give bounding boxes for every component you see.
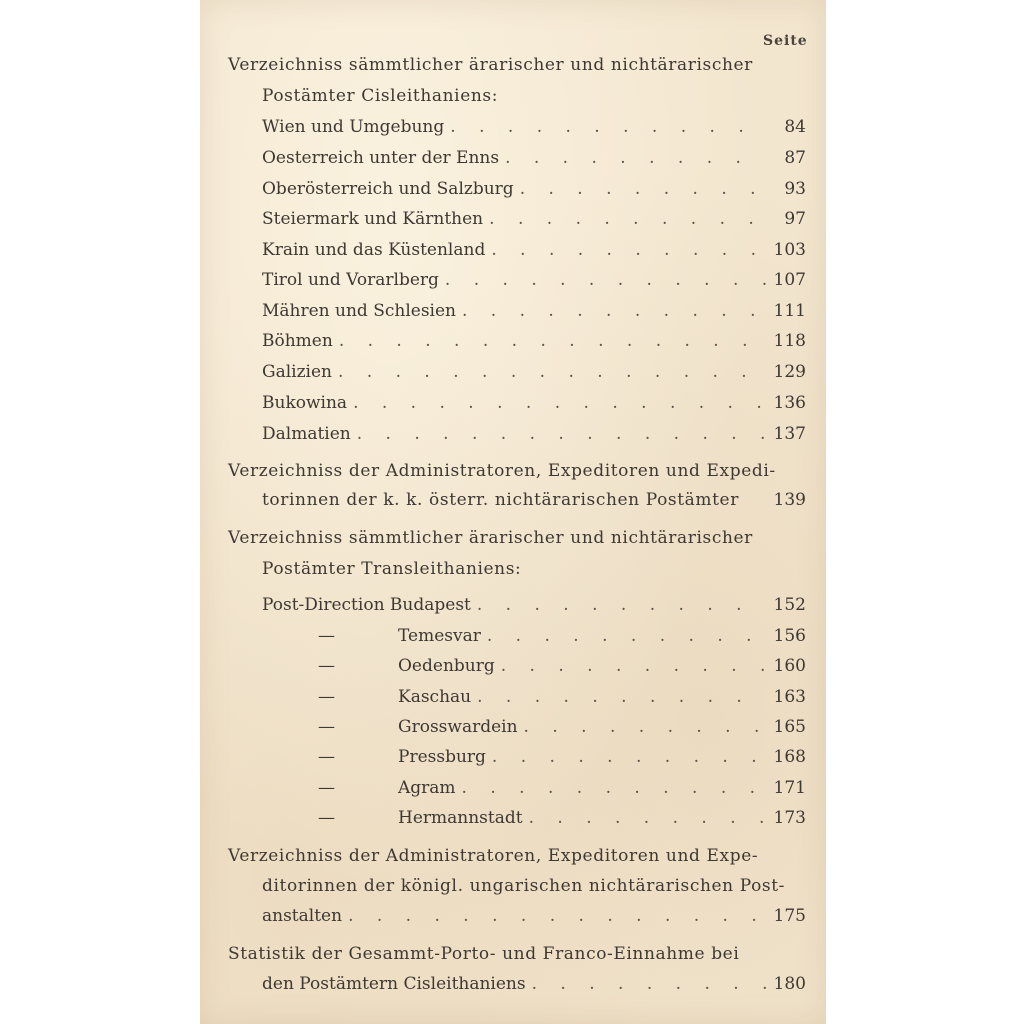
entry-page: 160 [773, 656, 806, 676]
toc-entry [262, 179, 806, 199]
leader-dots [445, 270, 766, 290]
page-column-header: Seite [763, 33, 808, 49]
entry-page: 152 [773, 595, 806, 615]
entry-label: Agram [398, 778, 456, 798]
entry-page: 173 [773, 808, 806, 828]
leader-dots [491, 240, 766, 260]
leader-dots [529, 808, 766, 828]
toc-entry [262, 906, 806, 926]
section4-heading-line2: ditorinnen der königl. ungarischen nichtärarischen Post- [262, 876, 786, 896]
toc-entry [262, 240, 806, 260]
entry-page: 165 [773, 717, 806, 737]
toc-entry [262, 301, 806, 321]
toc-entry [262, 331, 806, 351]
entry-page: 156 [773, 626, 806, 646]
entry-label: Tirol und Vorarlberg [262, 270, 439, 290]
leader-dots [462, 778, 766, 798]
toc-entry [262, 209, 806, 229]
entry-label: Post-Direction Budapest [262, 595, 471, 615]
toc-sub-entry [262, 808, 806, 828]
leader-dots [353, 393, 766, 413]
entry-label: Oedenburg [398, 656, 495, 676]
ditto-dash: — [318, 656, 335, 676]
leader-dots [505, 148, 766, 168]
leader-dots [450, 117, 766, 137]
document-page [200, 0, 826, 1024]
leader-dots [532, 974, 766, 994]
entry-page: 137 [773, 424, 806, 444]
entry-label: Oesterreich unter der Enns [262, 148, 500, 168]
ditto-dash: — [318, 626, 335, 646]
ditto-dash: — [318, 747, 335, 767]
ditto-dash: — [318, 808, 335, 828]
section5-heading-line1: Statistik der Gesammt-Porto- und Franco-Einnahme bei [228, 944, 740, 964]
entry-page: 93 [784, 179, 806, 199]
toc-sub-entry [262, 717, 806, 737]
section4-heading-line1: Verzeichniss der Administratoren, Expeditoren und Expe- [228, 846, 759, 866]
entry-label: Grosswardein [398, 717, 518, 737]
entry-page: 171 [773, 778, 806, 798]
entry-label: den Postämtern Cisleithaniens [262, 974, 526, 994]
leader-dots [338, 362, 766, 382]
toc-sub-entry [262, 747, 806, 767]
entry-page: 107 [773, 270, 806, 290]
entry-page: 111 [773, 301, 806, 321]
section3-heading-line2: Postämter Transleithaniens: [262, 559, 522, 579]
entry-label: Böhmen [262, 331, 333, 351]
leader-dots [357, 424, 766, 444]
leader-dots [477, 595, 766, 615]
toc-sub-entry [262, 656, 806, 676]
entry-label: torinnen der k. k. österr. nichtärarischen Postämter [262, 490, 739, 510]
entry-page: 103 [773, 240, 806, 260]
entry-label: Temesvar [398, 626, 481, 646]
entry-label: anstalten [262, 906, 343, 926]
entry-page: 118 [773, 331, 806, 351]
entry-label: Oberösterreich und Salzburg [262, 179, 514, 199]
entry-page: 175 [773, 906, 806, 926]
leader-dots [462, 301, 766, 321]
entry-page: 139 [773, 490, 806, 510]
entry-page: 87 [784, 148, 806, 168]
entry-page: 180 [773, 974, 806, 994]
section3-heading-line1: Verzeichniss sämmtlicher ärarischer und nichtärarischer [228, 528, 753, 548]
entry-label: Krain und das Küstenland [262, 240, 486, 260]
entry-page: 163 [773, 687, 806, 707]
toc-entry [262, 148, 806, 168]
entry-page: 168 [773, 747, 806, 767]
toc-entry [262, 117, 806, 137]
entry-label: Pressburg [398, 747, 486, 767]
leader-dots [348, 906, 766, 926]
leader-dots [489, 209, 766, 229]
entry-label: Kaschau [398, 687, 472, 707]
leader-dots [524, 717, 766, 737]
ditto-dash: — [318, 778, 335, 798]
entry-label: Hermannstadt [398, 808, 523, 828]
toc-sub-entry [262, 778, 806, 798]
leader-dots [492, 747, 766, 767]
entry-label: Steiermark und Kärnthen [262, 209, 484, 229]
section1-heading-line2: Postämter Cisleithaniens: [262, 86, 499, 106]
section2-heading-line1: Verzeichniss der Administratoren, Expeditoren und Expedi- [228, 461, 776, 481]
entry-page: 97 [784, 209, 806, 229]
ditto-dash: — [318, 687, 335, 707]
toc-entry [262, 974, 806, 994]
leader-dots [487, 626, 766, 646]
leader-dots [339, 331, 766, 351]
ditto-dash: — [318, 717, 335, 737]
entry-label: Mähren und Schlesien [262, 301, 456, 321]
toc-entry [262, 362, 806, 382]
entry-label: Bukowina [262, 393, 348, 413]
leader-dots [520, 179, 766, 199]
toc-sub-entry [262, 687, 806, 707]
toc-entry [262, 595, 806, 615]
toc-entry [262, 424, 806, 444]
entry-page: 129 [773, 362, 806, 382]
leader-dots [501, 656, 766, 676]
toc-entry [262, 270, 806, 290]
toc-entry [262, 490, 806, 510]
leader-dots [477, 687, 766, 707]
section1-heading-line1: Verzeichniss sämmtlicher ärarischer und nichtärarischer [228, 55, 753, 75]
entry-page: 84 [784, 117, 806, 137]
entry-label: Galizien [262, 362, 332, 382]
entry-page: 136 [773, 393, 806, 413]
entry-label: Dalmatien [262, 424, 351, 444]
toc-entry [262, 393, 806, 413]
toc-sub-entry [262, 626, 806, 646]
entry-label: Wien und Umgebung [262, 117, 445, 137]
